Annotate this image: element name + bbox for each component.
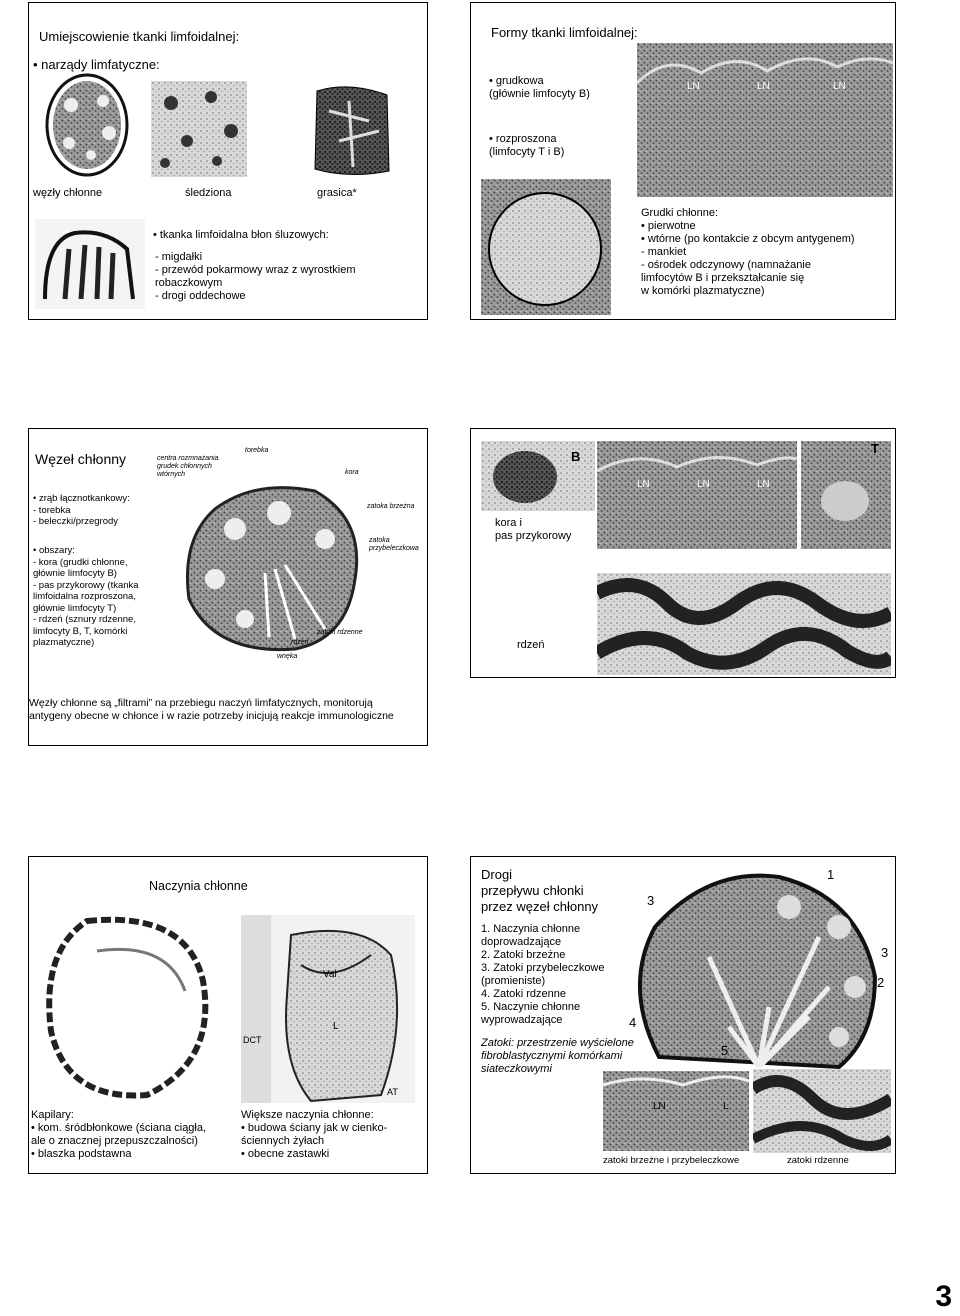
lymph-node-summary: Węzły chłonne są „filtrami” na przebiegu naczyń limfatycznych, monitorują antygeny obecne w chłonce i w razie potrzeby inicjują reakcje immunologiczne (29, 697, 394, 722)
slide-title: Naczynia chłonne (149, 879, 248, 893)
slide-lymph-vessels (28, 856, 428, 1174)
malt-items: - migdałki - przewód pokarmowy wraz z wyrostkiem robaczkowym - drogi oddechowe (155, 251, 356, 302)
ln-label: LN (757, 81, 770, 92)
intestine-image (35, 219, 145, 309)
label-subcapsular-sinus: zatoka brzeżna (367, 503, 415, 510)
sinus-definition: Zatoki: przestrzenie wyścielone fibroblastycznymi komórkami siateczkowymi (481, 1037, 634, 1075)
diagram-num-3a: 3 (647, 893, 655, 908)
slide-lymphoid-locations (28, 2, 428, 320)
cortex-micrograph (597, 441, 797, 549)
diagram-num-1: 1 (827, 867, 835, 882)
ln-label: LN (833, 81, 846, 92)
diagram-num-3b: 3 (881, 945, 889, 960)
slide-lymph-flow (470, 856, 896, 1174)
label-medulla: rdzeń (291, 639, 309, 646)
flow-steps-list: 1. Naczynia chłonne doprowadzające 2. Zatoki brzeżne 3. Zatoki przybeleczkowe (promieniste) 4. Zatoki rdzenne 5. Naczynie chłonne wyprowadzające (481, 923, 605, 1026)
label-t: T (871, 441, 879, 456)
slide-cortex-medulla (470, 428, 896, 678)
diagram-num-4: 4 (629, 1015, 637, 1030)
ln-label: LN (757, 479, 770, 490)
label-germinal-centers: centra rozmnażania grudek chłonnych wtórnych (157, 455, 219, 478)
lymph-node-image (43, 71, 131, 179)
at-label: AT (387, 1087, 398, 1097)
slide-title: Węzeł chłonny (35, 451, 127, 467)
label-cortex-paracortex: kora i pas przykorowy (495, 517, 572, 542)
slide-title: Umiejscowienie tkanki limfoidalnej: (39, 29, 240, 44)
malt-title: • tkanka limfoidalna błon śluzowych: (153, 229, 329, 241)
lymph-organs-bullet: • narządy limfatyczne: (33, 57, 160, 72)
nodular-form: • grudkowa (głównie limfocyty B) (489, 75, 590, 100)
diagram-num-5: 5 (721, 1043, 729, 1058)
label-hilum: wnęka (277, 653, 298, 660)
subcapsular-sinus-micrograph (603, 1071, 749, 1151)
label-medullary-sinuses: zatoki rdzenne (317, 629, 363, 636)
label-capsule: torebka (245, 447, 269, 454)
capillaries-description: Kapilary: • kom. śródbłonkowe (ściana ciągła, ale o znacznej przepuszczalności) • blaszka podstawna (31, 1109, 207, 1160)
ln-label: LN (697, 479, 710, 490)
slide-title: Drogi przepływu chłonki przez węzeł chłonny (481, 867, 599, 914)
label-spleen: śledziona (185, 187, 232, 199)
dct-label: DCT (243, 1035, 262, 1045)
lumen-label: L (333, 1021, 339, 1032)
large-lymph-vessel-micrograph (241, 915, 415, 1103)
label-b: B (571, 449, 581, 464)
stroma-description: • zrąb łącznotkankowy: - torebka - beleczki/przegrody (33, 493, 130, 527)
paracortex-t-micrograph (801, 441, 891, 549)
label-trabecular-sinus: zatoka przybeleczkowa (369, 537, 419, 552)
diagram-num-2: 2 (877, 975, 885, 990)
large-vessels-description: Większe naczynia chłonne: • budowa ściany jak w cienko- ściennych żyłach • obecne zastawki (241, 1109, 388, 1160)
label-lymph-nodes: węzły chłonne (33, 187, 103, 199)
lymph-tissue-micrograph (637, 43, 893, 197)
lymph-capillary-micrograph (37, 911, 221, 1103)
ln-label: LN (653, 1101, 666, 1112)
diffuse-form: • rozproszona (limfocyty T i B) (489, 133, 565, 158)
regions-description: • obszary: - kora (grudki chłonne, głównie limfocyty B) - pas przykorowy (tkanka limfoidalna rozproszona, głównie limfocyty T) - rdzeń (sznury rdzenne, limfocyty B, T, komórki plazmatyczne) (33, 545, 139, 648)
thymus-image (309, 81, 395, 181)
follicle-micrograph (481, 179, 611, 315)
slide-title: Formy tkanki limfoidalnej: (491, 25, 638, 40)
caption-subcapsular-sinuses: zatoki brzeżne i przybeleczkowe (603, 1155, 740, 1166)
slide-lymph-node (28, 428, 428, 746)
label-cortex: kora (345, 469, 359, 476)
ln-label: LN (637, 479, 650, 490)
lymph-flow-diagram (619, 867, 889, 1077)
label-thymus: grasica* (317, 187, 357, 199)
valve-label: Val (323, 969, 337, 980)
follicles-description: Grudki chłonne: • pierwotne • wtórne (po kontakcie z obcym antygenem) - mankiet - ośrodek odczynowy (namnażanie limfocytów B i przekształcanie się w komórki plazmatyczne) (641, 207, 855, 297)
ln-label: LN (687, 81, 700, 92)
l-label: L (723, 1101, 729, 1112)
medullary-sinus-micrograph (753, 1069, 891, 1153)
page-number: 3 (935, 1280, 952, 1313)
medulla-micrograph (597, 573, 891, 675)
spleen-image (151, 81, 247, 177)
caption-medullary-sinuses: zatoki rdzenne (787, 1155, 849, 1166)
label-medulla: rdzeń (517, 639, 545, 651)
slide-lymphoid-forms (470, 2, 896, 320)
